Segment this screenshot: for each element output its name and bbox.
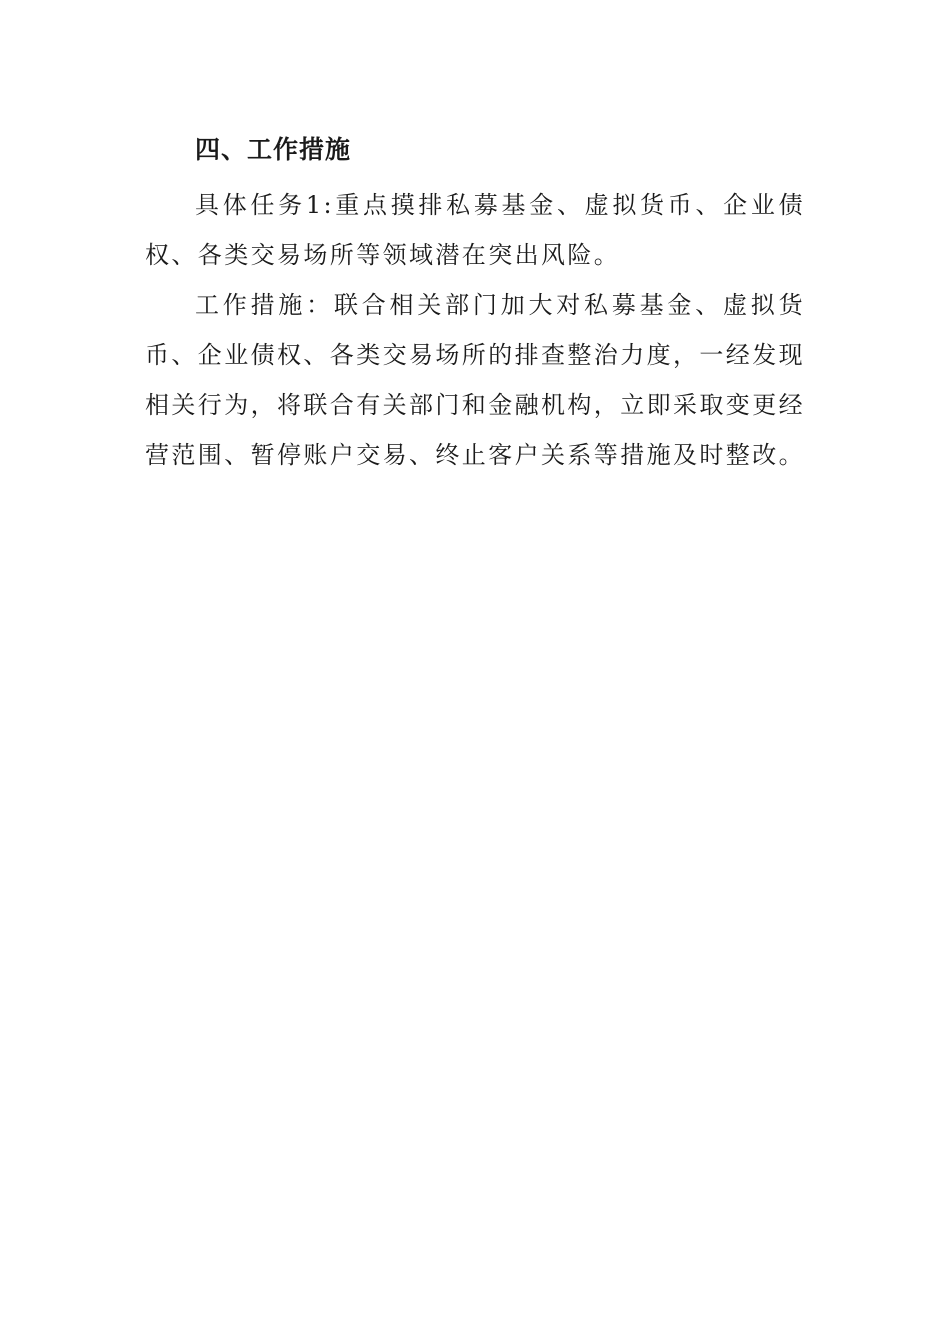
task-paragraph: 具体任务1:重点摸排私募基金、虚拟货币、企业债权、各类交易场所等领域潜在突出风险。 — [145, 191, 805, 269]
document-body — [145, 130, 805, 480]
measures-paragraph: 工作措施：联合相关部门加大对私募基金、虚拟货币、企业债权、各类交易场所的排查整治力度，一经发现相关行为，将联合有关部门和金融机构，立即采取变更经营范围、暂停账户交易、终止客户关系等措施及时整改。 — [145, 291, 805, 469]
section-heading: 四、工作措施 — [195, 135, 352, 164]
